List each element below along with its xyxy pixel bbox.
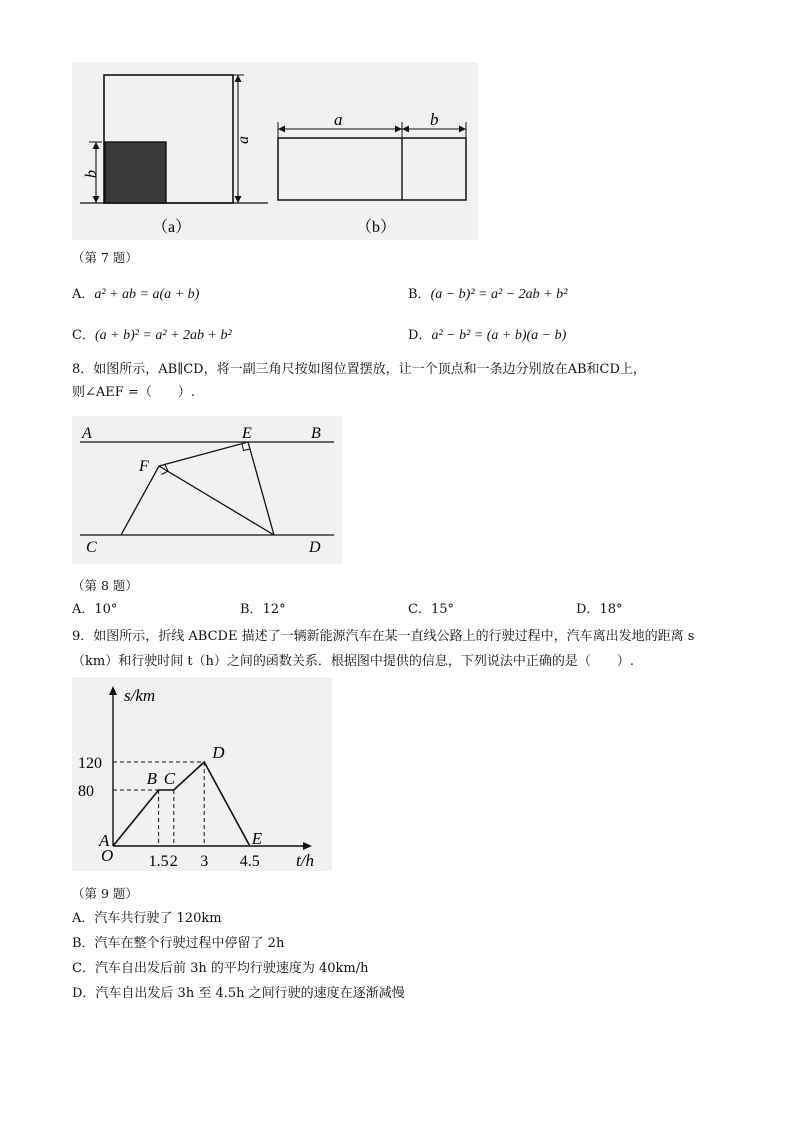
q8-caption: （第 8 题）: [72, 578, 138, 593]
q8-option-c: C．15°: [408, 602, 454, 617]
q9-caption: （第 9 题）: [72, 886, 138, 901]
q7-option-b: B．(a − b)² = a² − 2ab + b²: [408, 287, 568, 302]
q8-option-d: D．18°: [576, 602, 623, 617]
q9-option-a: A．汽车共行驶了 120km: [72, 911, 222, 926]
q9-stem-line1: 9．如图所示，折线 ABCDE 描述了一辆新能源汽车在某一直线公路上的行驶过程中，汽车离出发地的距离 s: [72, 629, 695, 644]
point-a-label: A: [82, 425, 92, 442]
fig-a-shaded-square: [105, 142, 166, 203]
q9-graph-svg: [72, 677, 332, 871]
q9-option-d: D．汽车自出发后 3h 至 4.5h 之间行驶的速度在逐渐减慢: [72, 986, 405, 1001]
point-e-label: E: [251, 829, 263, 848]
point-b-label: B: [311, 425, 321, 442]
q8-stem-line1: 8．如图所示，AB∥CD，将一副三角尺按如图位置摆放，让一个顶点和一条边分别放在AB和CD上，: [72, 362, 646, 377]
point-d-label: D: [212, 743, 225, 762]
fig-b-b-label: b: [430, 110, 439, 129]
graph-polyline: [113, 762, 250, 846]
q7-figure-svg: [72, 62, 478, 240]
q7-option-a: A．a² + ab = a(a + b): [72, 287, 200, 302]
point-c-label: C: [163, 769, 176, 788]
q8-figure-svg: [72, 416, 342, 564]
point-a-label: A: [99, 831, 110, 850]
fig-a-a-label: a: [235, 136, 252, 144]
point-b-label: B: [146, 769, 157, 788]
q9-option-c: C．汽车自出发后前 3h 的平均行驶速度为 40km/h: [72, 961, 369, 976]
q9-stem-line2: （km）和行驶时间 t（h）之间的函数关系．根据图中提供的信息，下列说法中正确的是（ ）.: [72, 654, 635, 669]
fig-a-caption: （a）: [152, 219, 192, 236]
q9-option-b: B．汽车在整个行驶过程中停留了 2h: [72, 936, 285, 951]
q8-figure: [72, 416, 342, 564]
fig-a-b-label: b: [83, 170, 100, 178]
triangle-lower: [121, 466, 274, 535]
fig-b-caption: （b）: [356, 219, 397, 236]
point-e-label: E: [242, 425, 252, 442]
point-c-label: C: [86, 539, 97, 556]
q8-stem-line2: 则∠AEF =（ ）.: [72, 385, 195, 400]
q7-option-c: C．(a + b)² = a² + 2ab + b²: [72, 328, 232, 343]
y-axis-arrow: [109, 686, 117, 695]
x-tick-2: 2: [169, 853, 178, 870]
fig-b-rectangle: [278, 138, 466, 200]
triangle-upper: [159, 442, 274, 535]
x-tick-3: 3: [200, 853, 209, 870]
q9-figure: [72, 677, 332, 871]
q7-caption: （第 7 题）: [72, 250, 138, 265]
point-d-label: D: [309, 539, 321, 556]
x-axis-arrow: [303, 842, 312, 850]
q7-option-d: D．a² − b² = (a + b)(a − b): [408, 328, 567, 343]
y-axis-label: s/km: [124, 686, 156, 705]
y-tick-120: 120: [78, 755, 102, 772]
y-tick-80: 80: [78, 783, 94, 800]
q8-option-a: A．10°: [72, 602, 118, 617]
q8-option-b: B．12°: [240, 602, 286, 617]
q7-figure: [72, 62, 478, 240]
point-f-label: F: [139, 458, 149, 475]
origin-label: O: [101, 846, 114, 865]
fig-b-a-label: a: [334, 110, 343, 129]
x-tick-4.5: 4.5: [239, 853, 260, 870]
x-tick-1.5: 1.5: [148, 853, 169, 870]
x-axis-label: t/h: [296, 851, 314, 870]
